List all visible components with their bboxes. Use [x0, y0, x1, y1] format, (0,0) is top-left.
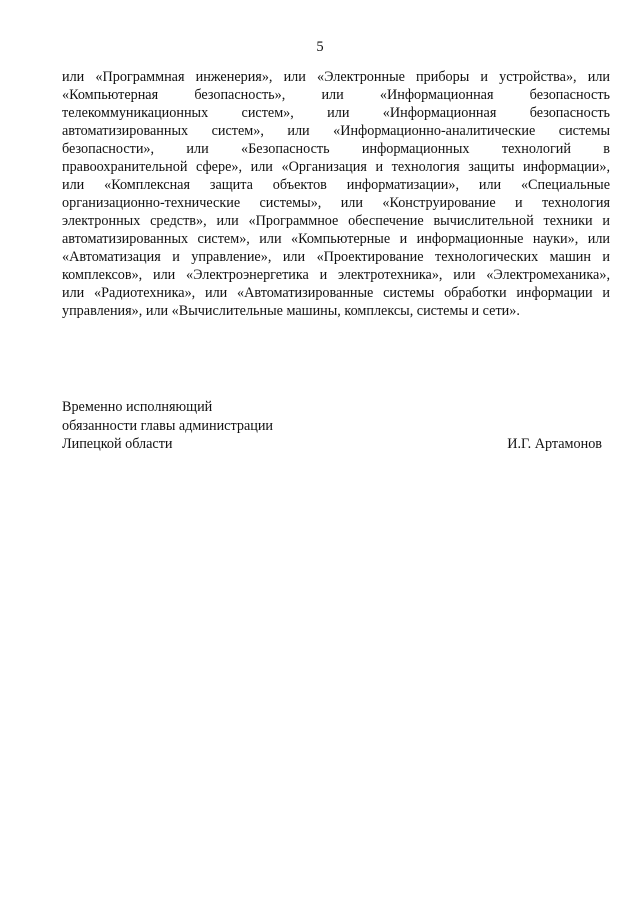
text-line: телекоммуникационных систем», или «Информационная безопасность	[62, 105, 610, 121]
text-line: или «Комплексная защита объектов информатизации», или «Специальные	[62, 177, 610, 193]
text-line: комплексов», или «Электроэнергетика и электротехника», или «Электромеханика»,	[62, 267, 610, 283]
text-line: «Автоматизация и управление», или «Проектирование технологических машин и	[62, 249, 610, 265]
text-line: автоматизированных систем», или «Информационно-аналитические системы	[62, 123, 610, 139]
page-number: 5	[316, 39, 324, 55]
text-line: правоохранительной сфере», или «Организация и технология защиты информации»,	[62, 159, 610, 175]
text-line: или «Программная инженерия», или «Электронные приборы и устройства», или	[62, 69, 610, 85]
signatory-name: И.Г. Артамонов	[507, 436, 602, 452]
signature-title-line: Липецкой области	[62, 436, 173, 452]
body-paragraph	[62, 68, 610, 320]
text-line: безопасности», или «Безопасность информационных технологий в	[62, 141, 610, 157]
text-line: организационно-технические системы», или «Конструирование и технология	[62, 195, 610, 211]
text-line: «Компьютерная безопасность», или «Информационная безопасность	[62, 87, 610, 103]
text-line: электронных средств», или «Программное обеспечение вычислительной техники и	[62, 213, 610, 229]
signature-title-line: Временно исполняющий	[62, 399, 213, 415]
signature-title-line: обязанности главы администрации	[62, 417, 274, 434]
signature-block	[62, 398, 610, 454]
text-line: автоматизированных систем», или «Компьютерные и информационные науки», или	[62, 231, 610, 247]
text-line: или «Радиотехника», или «Автоматизированные системы обработки информации и	[62, 285, 610, 301]
text-line: управления», или «Вычислительные машины, комплексы, системы и сети».	[62, 303, 520, 319]
